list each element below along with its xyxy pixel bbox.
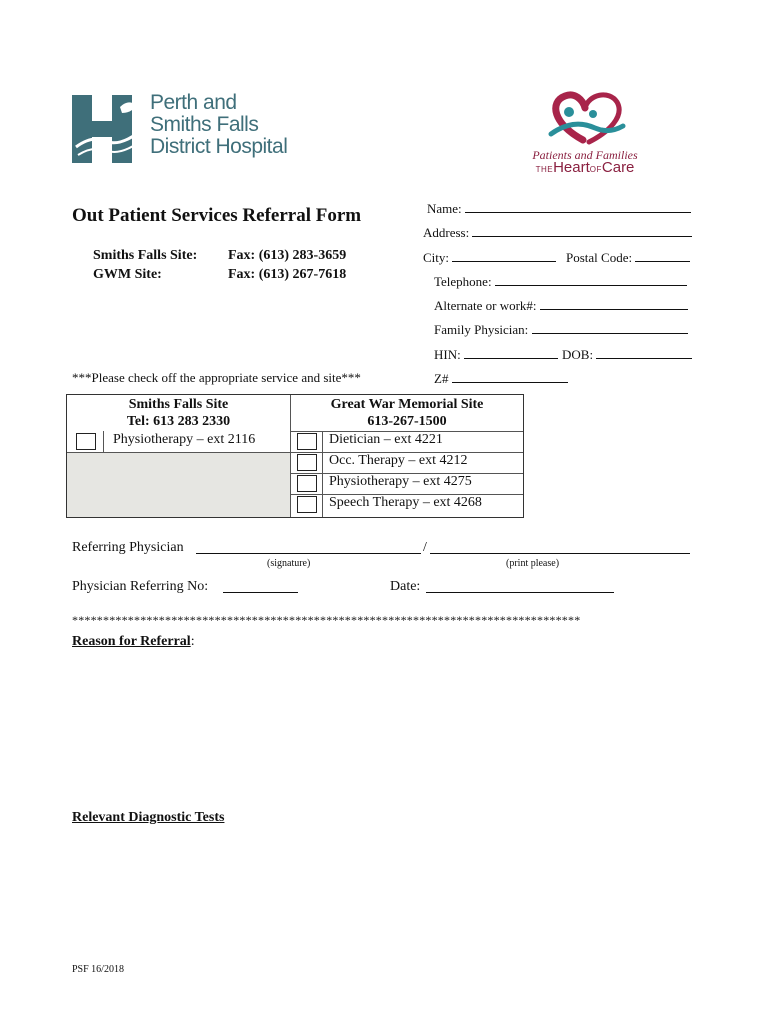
physician-signature-line[interactable] [196,541,421,554]
gwm-speech-therapy-checkbox[interactable] [297,496,317,513]
physician-referring-no-label: Physician Referring No: [72,579,209,594]
hospital-name-line-2: Smiths Falls [150,113,259,136]
hin-label: HIN: [434,347,461,362]
service-table [66,394,524,518]
z-label: Z# [434,371,449,386]
hospital-logo-icon [72,95,142,163]
reason-input-area[interactable] [72,652,692,802]
reason-heading [72,632,195,650]
gwm-speech-therapy-label: Speech Therapy – ext 4268 [329,495,482,510]
gwm-dietician-checkbox[interactable] [297,433,317,450]
relevant-diagnostic-tests-label: Relevant Diagnostic Tests [72,810,225,825]
smiths-falls-site-label: Smiths Falls Site: [93,248,198,263]
family-physician-field[interactable] [434,321,688,338]
telephone-line[interactable] [495,273,687,286]
heart-of-care-logo-icon [543,88,628,150]
city-line[interactable] [452,249,556,262]
date-label: Date: [390,579,421,594]
hin-line[interactable] [464,346,558,359]
alternate-label: Alternate or work#: [434,298,537,313]
address-field[interactable] [423,224,692,241]
physician-print-line[interactable] [430,541,690,554]
hin-field[interactable] [434,346,558,363]
instruction-text: ***Please check off the appropriate service and site*** [72,370,361,385]
gwm-dietician-label: Dietician – ext 4221 [329,432,443,447]
gwm-column-title: Great War Memorial Site [330,397,484,412]
gwm-physiotherapy-checkbox[interactable] [297,475,317,492]
telephone-field[interactable] [434,273,687,290]
gwm-site-label: GWM Site: [93,267,162,282]
gwm-column-tel: 613-267-1500 [367,414,447,429]
hospital-name [150,92,287,158]
city-label: City: [423,250,450,265]
postal-code-line[interactable] [635,249,690,262]
smiths-falls-fax: Fax: (613) 283-3659 [228,248,347,263]
gwm-fax: Fax: (613) 267-7618 [228,267,347,282]
print-caption: (print please) [506,558,560,569]
reason-for-referral-label: Reason for Referral [72,634,191,649]
family-physician-label: Family Physician: [434,322,529,337]
separator-line: ********************************************************************************** [72,613,581,627]
partner-the: THE [535,165,554,174]
sf-physiotherapy-label: Physiotherapy – ext 2116 [113,432,256,447]
name-field[interactable] [427,200,691,217]
table-cell-divider [322,431,323,517]
table-cell-divider [103,431,104,452]
smiths-falls-column-title: Smiths Falls Site [128,397,229,412]
hospital-name-line-1: Perth and [150,91,237,114]
physician-referring-no-line[interactable] [223,580,298,593]
diagnostic-input-area[interactable] [72,830,692,950]
smiths-falls-column-tel: Tel: 613 283 2330 [126,414,231,429]
telephone-label: Telephone: [434,274,492,289]
gwm-occ-therapy-label: Occ. Therapy – ext 4212 [329,453,468,468]
z-field[interactable] [434,370,568,387]
reason-colon: : [190,634,195,649]
sf-physiotherapy-checkbox[interactable] [76,433,96,450]
gwm-occ-therapy-checkbox[interactable] [297,454,317,471]
footer-form-code: PSF 16/2018 [72,964,124,975]
postal-code-label: Postal Code: [566,250,633,265]
alternate-line[interactable] [540,297,688,310]
partner-care: Care [601,159,635,176]
date-line[interactable] [426,580,614,593]
alternate-field[interactable] [434,297,688,314]
z-line[interactable] [452,370,568,383]
dob-line[interactable] [596,346,692,359]
table-shaded-cell [67,453,290,517]
family-physician-line[interactable] [532,321,688,334]
address-label: Address: [423,225,470,240]
physician-slash: / [423,540,427,555]
dob-field[interactable] [562,346,692,363]
referring-physician-label: Referring Physician [72,540,184,555]
name-line[interactable] [465,200,691,213]
city-field[interactable] [423,249,556,266]
form-title: Out Patient Services Referral Form [72,205,362,226]
partner-heart-of-care [529,159,641,176]
signature-caption: (signature) [267,558,311,569]
postal-code-field[interactable] [566,249,690,266]
partner-of: OF [589,165,602,174]
gwm-physiotherapy-label: Physiotherapy – ext 4275 [329,474,472,489]
partner-tagline: Patients and Families [532,148,638,162]
name-label: Name: [427,201,462,216]
partner-heart: Heart [553,159,590,176]
address-line[interactable] [472,224,692,237]
dob-label: DOB: [562,347,594,362]
hospital-name-line-3: District Hospital [150,135,288,158]
